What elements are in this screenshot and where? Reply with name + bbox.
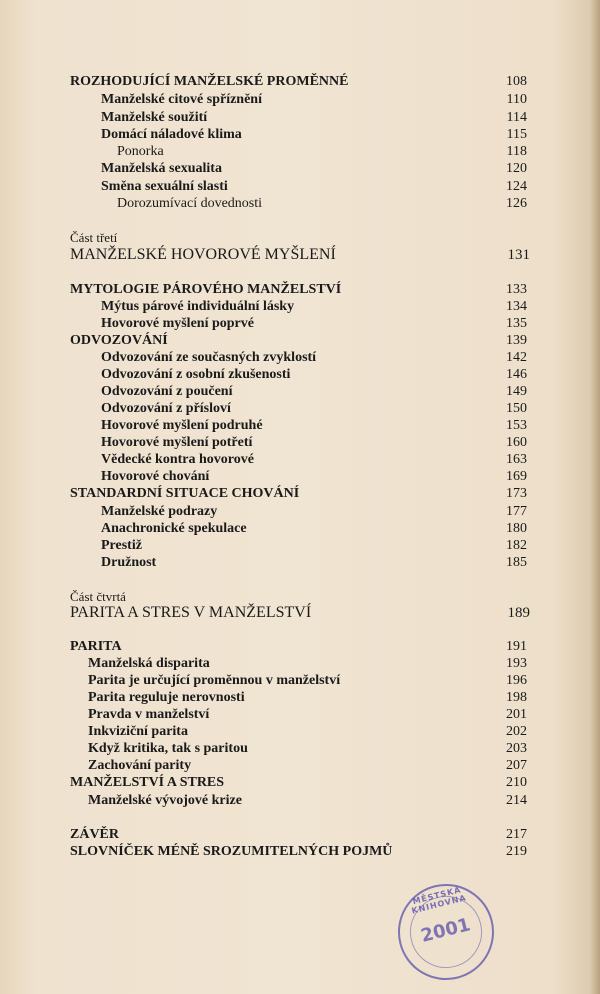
part-label: Část třetí xyxy=(70,230,118,245)
toc-entry-sub xyxy=(0,143,600,161)
toc-entry-chapter xyxy=(0,73,600,91)
toc-entry xyxy=(0,91,600,109)
toc-entry-chapter xyxy=(0,774,600,792)
toc-entry xyxy=(0,537,600,555)
part-title-text: PARITA A STRES V MANŽELSTVÍ xyxy=(70,604,312,621)
toc-entry-page: 135 xyxy=(506,316,527,331)
toc-entry-title: Ponorka xyxy=(117,144,164,159)
toc-entry-title: Odvozování z poučení xyxy=(101,384,233,399)
toc-entry-title: Pravda v manželství xyxy=(88,707,210,722)
toc-entry-title: PARITA xyxy=(70,639,122,654)
toc-entry-title: Odvozování z přísloví xyxy=(101,401,231,416)
toc-entry-page: 182 xyxy=(506,538,527,553)
part-title-text: MANŽELSKÉ HOVOROVÉ MYŠLENÍ xyxy=(70,246,336,263)
toc-entry-title: Směna sexuální slasti xyxy=(101,179,228,194)
toc-entry-page: 110 xyxy=(506,92,527,107)
toc-entry-title: Manželské soužití xyxy=(101,110,208,125)
part-title xyxy=(70,603,530,623)
toc-entry-title: Odvozování z osobní zkušenosti xyxy=(101,367,291,382)
part-title-page: 131 xyxy=(507,247,530,263)
toc-entry-page: 146 xyxy=(506,367,527,382)
toc-entry-title: Domácí náladové klima xyxy=(101,127,242,142)
toc-entry xyxy=(0,315,600,333)
toc-entry-page: 150 xyxy=(506,401,527,416)
toc-entry xyxy=(0,160,600,178)
toc-entry-title: Dorozumívací dovednosti xyxy=(117,196,263,211)
toc-entry-title: MYTOLOGIE PÁROVÉHO MANŽELSTVÍ xyxy=(70,282,342,297)
toc-entry xyxy=(0,109,600,127)
toc-entry-title: Parita reguluje nerovnosti xyxy=(88,690,245,705)
part-title-page: 189 xyxy=(507,605,530,621)
toc-entry-page: 124 xyxy=(506,179,527,194)
toc-entry-title: Družnost xyxy=(101,555,157,570)
toc-entry-title: ZÁVĚR xyxy=(70,827,120,842)
toc-entry xyxy=(0,468,600,486)
toc-entry-page: 108 xyxy=(506,74,527,89)
toc-entry-chapter xyxy=(0,281,600,299)
toc-entry xyxy=(0,451,600,469)
toc-entry xyxy=(0,178,600,196)
toc-entry-title: Hovorové myšlení potřetí xyxy=(101,435,253,450)
toc-entry-page: 196 xyxy=(506,673,527,688)
toc-entry-page: 214 xyxy=(506,793,527,808)
toc-entry-page: 142 xyxy=(506,350,527,365)
toc-entry-page: 201 xyxy=(506,707,527,722)
toc-entry xyxy=(0,383,600,401)
toc-entry xyxy=(0,723,600,741)
toc-entry-page: 120 xyxy=(506,161,527,176)
toc-entry-page: 169 xyxy=(506,469,527,484)
toc-entry-title: Hovorové myšlení podruhé xyxy=(101,418,263,433)
toc-entry-title: Manželská sexualita xyxy=(101,161,222,176)
toc-entry-page: 207 xyxy=(506,758,527,773)
toc-entry xyxy=(0,503,600,521)
toc-entry xyxy=(0,689,600,707)
toc-entry xyxy=(0,757,600,775)
toc-entry-title: Hovorové myšlení poprvé xyxy=(101,316,254,331)
toc-entry-title: Manželské podrazy xyxy=(101,504,218,519)
toc-entry-title: SLOVNÍČEK MÉNĚ SROZUMITELNÝCH POJMŮ xyxy=(70,844,393,859)
stamp-year: 2001 xyxy=(418,914,473,947)
toc-entry-page: 133 xyxy=(506,282,527,297)
toc-entry-page: 126 xyxy=(506,196,527,211)
toc-entry-sub xyxy=(0,195,600,213)
toc-entry-title: Mýtus párové individuální lásky xyxy=(101,299,295,314)
toc-entry-title: Inkviziční parita xyxy=(88,724,188,739)
toc-entry-page: 149 xyxy=(506,384,527,399)
toc-entry-page: 219 xyxy=(506,844,527,859)
toc-entry-page: 115 xyxy=(506,127,527,142)
toc-entry-title: Zachování parity xyxy=(88,758,192,773)
toc-entry xyxy=(0,434,600,452)
toc-entry xyxy=(0,520,600,538)
toc-entry-page: 185 xyxy=(506,555,527,570)
toc-entry-page: 177 xyxy=(506,504,527,519)
toc-entry-title: Prestiž xyxy=(101,538,142,553)
toc-entry xyxy=(0,706,600,724)
toc-entry-title: Parita je určující proměnnou v manželství xyxy=(88,673,341,688)
toc-entry xyxy=(0,349,600,367)
toc-entry-title: Odvozování ze současných zvyklostí xyxy=(101,350,317,365)
toc-entry-chapter xyxy=(0,638,600,656)
toc-entry-title: Když kritika, tak s paritou xyxy=(88,741,248,756)
toc-entry xyxy=(0,400,600,418)
toc-entry-page: 193 xyxy=(506,656,527,671)
toc-entry-title: STANDARDNÍ SITUACE CHOVÁNÍ xyxy=(70,486,300,501)
toc-entry-title: Anachronické spekulace xyxy=(101,521,247,536)
toc-entry-page: 173 xyxy=(506,486,527,501)
part-label: Část čtvrtá xyxy=(70,589,126,604)
toc-entry-page: 203 xyxy=(506,741,527,756)
toc-entry-title: Vědecké kontra hovorové xyxy=(101,452,254,467)
stamp-ring-text: MĚSTSKÁ KNIHOVNA xyxy=(410,885,468,916)
toc-entry-page: 114 xyxy=(506,110,527,125)
toc-entry-page: 191 xyxy=(506,639,527,654)
part-title xyxy=(70,245,530,265)
toc-entry-chapter xyxy=(0,485,600,503)
toc-entry-page: 163 xyxy=(506,452,527,467)
toc-entry-title: Hovorové chování xyxy=(101,469,210,484)
toc-entry xyxy=(0,298,600,316)
toc-entry-page: 160 xyxy=(506,435,527,450)
toc-entry xyxy=(0,655,600,673)
toc-entry xyxy=(0,366,600,384)
toc-entry-title: Manželské vývojové krize xyxy=(88,793,242,808)
toc-entry-page: 210 xyxy=(506,775,527,790)
toc-entry-chapter xyxy=(0,332,600,350)
toc-entry-page: 180 xyxy=(506,521,527,536)
toc-entry-page: 153 xyxy=(506,418,527,433)
toc-entry-title: Manželská disparita xyxy=(88,656,210,671)
toc-entry xyxy=(0,126,600,144)
toc-entry xyxy=(0,740,600,758)
toc-entry-chapter xyxy=(0,843,600,861)
toc-entry xyxy=(0,672,600,690)
toc-entry-page: 118 xyxy=(506,144,527,159)
toc-entry-page: 134 xyxy=(506,299,527,314)
toc-entry-page: 217 xyxy=(506,827,527,842)
toc-entry-chapter xyxy=(0,826,600,844)
toc-entry-title: Manželské citové spříznění xyxy=(101,92,262,107)
toc-entry xyxy=(0,792,600,810)
toc-entry xyxy=(0,417,600,435)
toc-entry-page: 202 xyxy=(506,724,527,739)
toc-entry-page: 198 xyxy=(506,690,527,705)
toc-entry xyxy=(0,554,600,572)
toc-entry-page: 139 xyxy=(506,333,527,348)
toc-entry-title: MANŽELSTVÍ A STRES xyxy=(70,775,225,790)
toc-entry-title: ODVOZOVÁNÍ xyxy=(70,333,168,348)
toc-entry-title: ROZHODUJÍCÍ MANŽELSKÉ PROMĚNNÉ xyxy=(70,74,349,89)
